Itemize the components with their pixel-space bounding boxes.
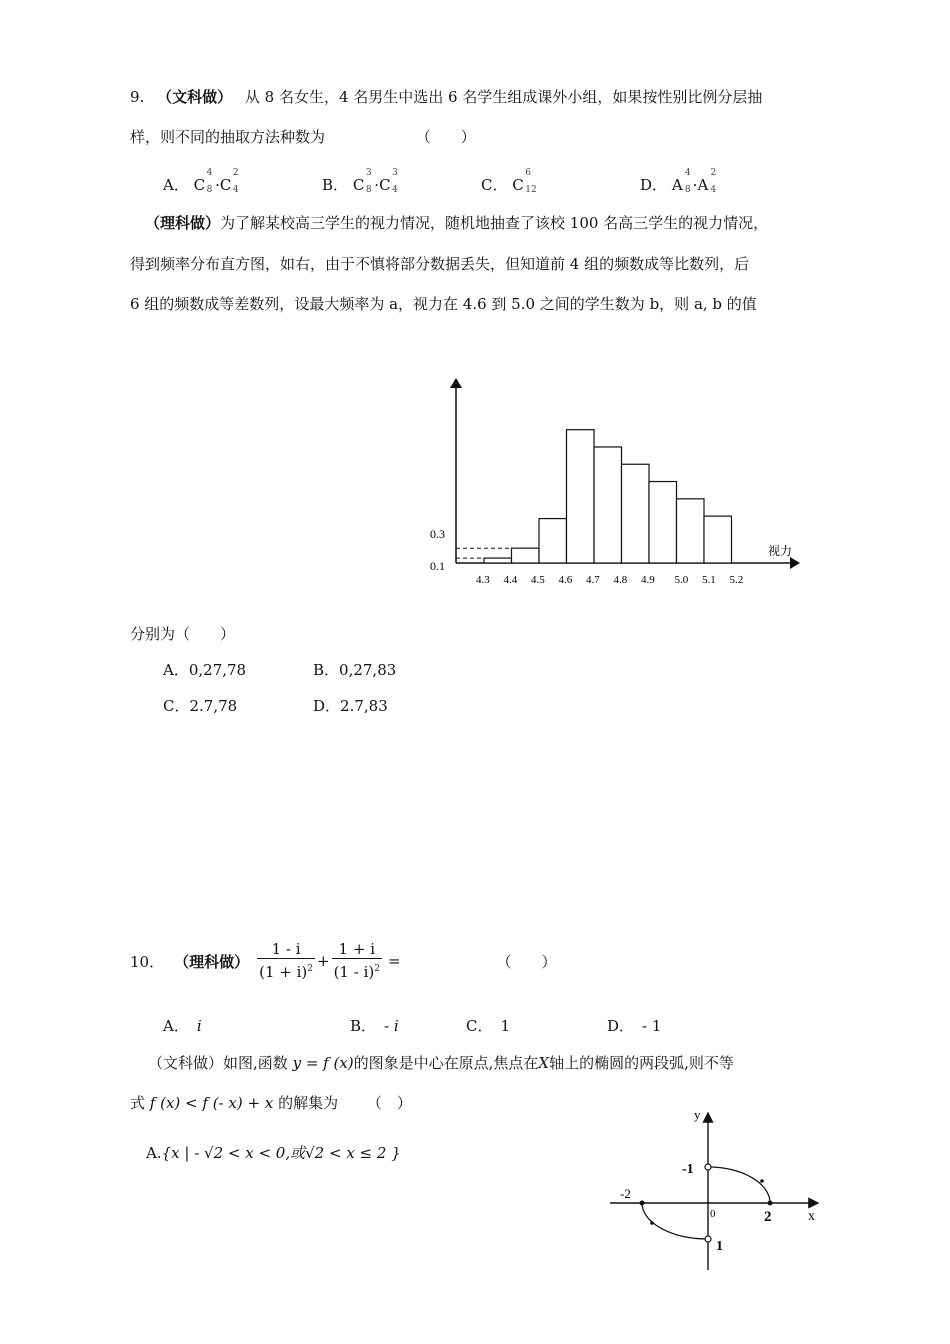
q9-option-d: D． A 4 8 ·A 2 4 xyxy=(640,168,717,195)
q9-text-2: 样，则不同的抽取方法种数为 xyxy=(130,128,326,146)
origin-label: 0 xyxy=(710,1208,716,1220)
q10-option-b: B． - i xyxy=(350,1017,399,1035)
q9-tag-wen: （文科做） xyxy=(157,88,233,106)
histogram-chart xyxy=(420,370,810,600)
ellipse-graph xyxy=(600,1105,830,1275)
q10-fraction-1: $\frac{1 - i}{(1 + i)^2}$ xyxy=(259,940,313,981)
q9-line2 xyxy=(130,126,476,147)
histogram-bar xyxy=(484,558,512,563)
point-2 xyxy=(768,1201,773,1206)
histogram-bar xyxy=(512,548,540,563)
label-2: 2 xyxy=(764,1209,772,1225)
x-tick-label: 4.4 xyxy=(503,574,518,586)
histogram-bar xyxy=(539,519,567,563)
histogram-bar xyxy=(622,464,650,563)
q9-li-line2: 得到频率分布直方图，如右，由于不慎将部分数据丢失，但知道前 4 组的频数成等比数列，后 xyxy=(130,255,750,273)
q10-number: 10． xyxy=(130,952,165,971)
x-tick-label: 5.0 xyxy=(674,574,689,586)
x-tick-label: 5.2 xyxy=(729,574,744,586)
y-label: y xyxy=(694,1107,701,1122)
histogram-bar xyxy=(677,499,705,563)
label-neg1: -1 xyxy=(682,1162,694,1177)
q9-line1 xyxy=(130,86,762,107)
x-axis-label: 视力 xyxy=(768,544,793,558)
q10-fraction-2: $\frac{1 + i}{(1 - i)^2}$ xyxy=(333,940,380,981)
q10-paren: （ ） xyxy=(496,952,557,971)
q10-option-a: A． i xyxy=(163,1017,202,1035)
q9-li-line3: 6 组的频数成等差数列，设最大频率为 a，视力在 4.6 到 5.0 之间的学生数为 b，则 a, b 的值 xyxy=(130,295,757,313)
upper-arc xyxy=(708,1167,770,1203)
q10-wen-line2: 式 f (x) < f (- x) + x 的解集为 （ ） xyxy=(130,1094,412,1112)
q9-tag-li: （理科做） xyxy=(145,214,221,232)
q9-li-option-d: D．2.7,83 xyxy=(313,697,388,715)
x-tick-label: 4.7 xyxy=(586,574,600,586)
q10-tag-wen: （文科做） xyxy=(148,1054,224,1072)
y-axis-arrow xyxy=(450,378,462,388)
q10-line1 xyxy=(130,940,557,982)
histogram-bar xyxy=(594,447,622,563)
q9-option-a: A． C 4 8 ·C 2 4 xyxy=(163,168,239,195)
q10-wen-line1: （文科做）如图,函数 y = f (x)的图象是中心在原点,焦点在X轴上的椭圆的两段弧,则不等 xyxy=(148,1054,734,1072)
y-tick-label: 0.1 xyxy=(430,559,445,574)
open-point-top xyxy=(705,1164,711,1170)
x-tick-label: 4.9 xyxy=(641,574,655,586)
x-tick-label: 4.3 xyxy=(476,574,490,586)
q9-li-option-a: A．0,27,78 xyxy=(163,661,247,679)
point-neg2 xyxy=(640,1201,645,1206)
q9-number: 9. xyxy=(130,88,145,106)
q10-option-c: C． 1 xyxy=(466,1017,511,1035)
x-tick-label: 4.6 xyxy=(558,574,573,586)
q9-li-option-b: B．0,27,83 xyxy=(313,661,397,679)
lower-arc xyxy=(642,1203,708,1239)
label-neg2: -2 xyxy=(620,1186,631,1201)
q10-tag-li: （理科做） xyxy=(174,952,250,971)
q10-wen-paren: （ ） xyxy=(366,1094,412,1112)
q9-li-option-c: C．2.7,78 xyxy=(163,697,238,715)
x-tick-label: 5.1 xyxy=(702,574,716,586)
q9-li-line1: （理科做）为了解某校高三学生的视力情况，随机地抽查了该校 100 名高三学生的视力情况， xyxy=(145,214,769,232)
q10-equals: = xyxy=(387,952,401,970)
x-tick-label: 4.5 xyxy=(531,574,545,586)
q9-paren: （ ） xyxy=(415,128,476,146)
x-axis-arrow xyxy=(790,557,800,569)
q10-wen-option-a: A.{x | - √2 < x < 0,或√2 < x ≤ 2 } xyxy=(146,1144,401,1162)
histogram-bar xyxy=(704,516,732,563)
y-tick-label: 0.3 xyxy=(430,527,445,542)
q9-option-c: C． C 6 12 xyxy=(481,168,537,195)
open-point-bottom xyxy=(705,1236,711,1242)
histogram-bar xyxy=(567,430,595,563)
x-label: x xyxy=(808,1209,815,1224)
q9-text-1: 从 8 名女生，4 名男生中选出 6 名学生组成课外小组，如果按性别比例分层抽 xyxy=(244,88,763,106)
q9-li-line4: 分别为（ ） xyxy=(130,625,236,643)
q10-plus: + xyxy=(317,952,330,970)
x-tick-label: 4.8 xyxy=(613,574,628,586)
q9-option-b: B． C 3 8 ·C 3 4 xyxy=(322,168,398,195)
label-1: 1 xyxy=(716,1239,723,1254)
q10-option-d: D． - 1 xyxy=(607,1017,662,1035)
histogram-bar xyxy=(649,482,677,563)
